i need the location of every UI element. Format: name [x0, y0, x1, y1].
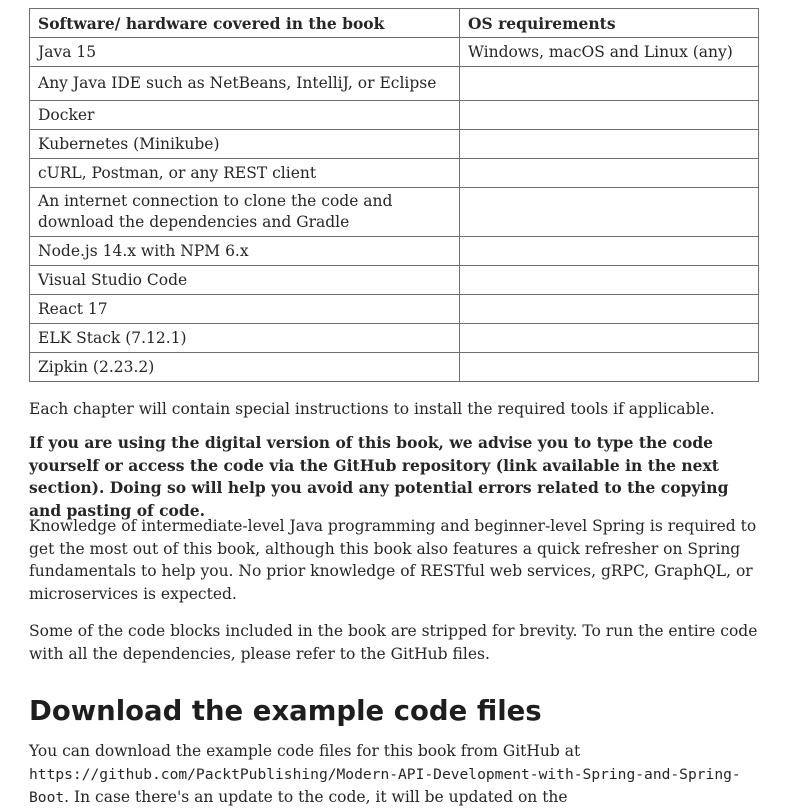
os-cell — [460, 101, 759, 130]
software-cell: cURL, Postman, or any REST client — [30, 159, 460, 188]
software-cell: Java 15 — [30, 38, 460, 67]
table-row — [30, 324, 759, 353]
table-header-row — [30, 9, 759, 38]
brevity-paragraph: Some of the code blocks included in the book are stripped for brevity. To run the entire code with all the dependencies, please refer to the GitHub files. — [29, 622, 758, 663]
software-cell: ELK Stack (7.12.1) — [30, 324, 460, 353]
table-row — [30, 295, 759, 324]
knowledge-paragraph: Knowledge of intermediate-level Java programming and beginner-level Spring is required to get the most out of this book, although this book also features a quick refresher on Spring fundamentals to help you. No prior knowledge of RESTful web services, gRPC, GraphQL, or microservices is expected. — [29, 517, 757, 603]
software-cell: Any Java IDE such as NetBeans, IntelliJ, or Eclipse — [30, 67, 460, 101]
os-cell: Windows, macOS and Linux (any) — [460, 38, 759, 67]
download-paragraph — [29, 740, 764, 810]
software-cell: An internet connection to clone the code and download the dependencies and Gradle — [30, 188, 460, 237]
software-cell: Docker — [30, 101, 460, 130]
os-cell — [460, 324, 759, 353]
software-cell: React 17 — [30, 295, 460, 324]
os-cell — [460, 130, 759, 159]
software-cell: Node.js 14.x with NPM 6.x — [30, 237, 460, 266]
os-cell — [460, 237, 759, 266]
table-row — [30, 237, 759, 266]
os-cell — [460, 295, 759, 324]
software-cell: Zipkin (2.23.2) — [30, 353, 460, 382]
table-row — [30, 188, 759, 237]
table-row — [30, 101, 759, 130]
header-software: Software/ hardware covered in the book — [30, 9, 460, 38]
software-cell: Visual Studio Code — [30, 266, 460, 295]
table-row — [30, 38, 759, 67]
table-row — [30, 67, 759, 101]
download-text-continued: . In case there's an update to the code, it will be updated on the — [64, 788, 568, 806]
download-text: You can download the example code files for this book from GitHub at — [29, 742, 581, 760]
digital-version-paragraph: If you are using the digital version of this book, we advise you to type the code yourself or access the code via the GitHub repository (link available in the next section). Doing so will help you avoid any potential errors related to the copying and pasting of code. — [29, 433, 729, 520]
os-cell — [460, 188, 759, 237]
os-cell — [460, 266, 759, 295]
requirements-table — [29, 8, 759, 382]
header-os: OS requirements — [460, 9, 759, 38]
os-cell — [460, 67, 759, 101]
table-row — [30, 353, 759, 382]
instructions-paragraph: Each chapter will contain special instructions to install the required tools if applicable. — [29, 400, 715, 418]
section-heading: Download the example code files — [29, 695, 542, 727]
software-cell: Kubernetes (Minikube) — [30, 130, 460, 159]
github-link[interactable]: https://github.com/PacktPublishing/Modern-API-Development-with-Spring-and-Spring-Boot — [29, 765, 741, 806]
table-row — [30, 266, 759, 295]
os-cell — [460, 159, 759, 188]
table-row — [30, 130, 759, 159]
table-row — [30, 159, 759, 188]
os-cell — [460, 353, 759, 382]
